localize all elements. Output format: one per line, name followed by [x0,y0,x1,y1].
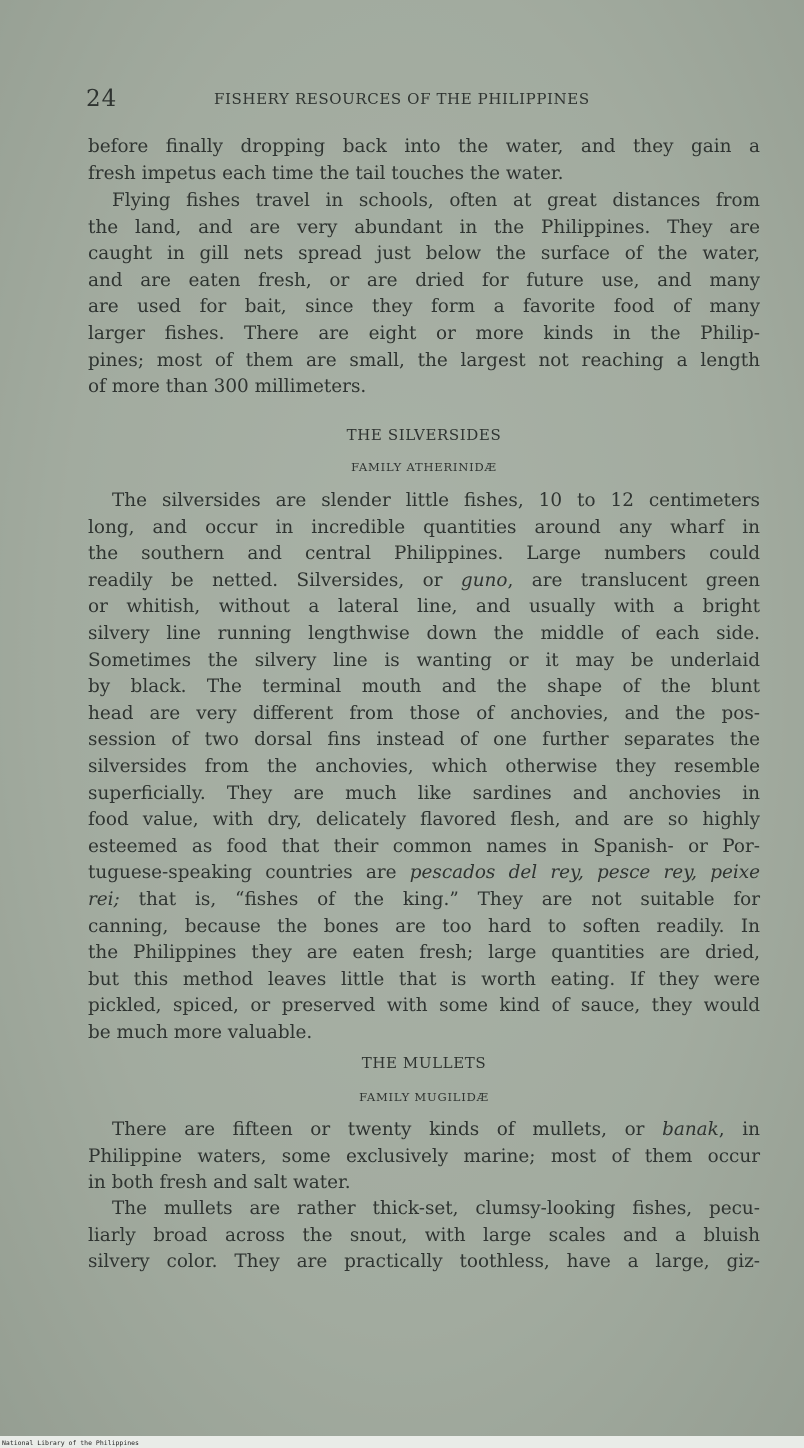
text-line: readily be netted. Silversides, or guno, are translucent green [88,569,760,591]
text-line: silvery line running lengthwise down the middle of each side. [88,622,760,644]
text-line: fresh impetus each time the tail touches the water. [88,162,564,184]
text-line: rei; that is, “fishes of the king.” They are not suitable for [88,888,760,910]
italic-term-guno: guno [460,569,508,591]
text-line: the Philippines they are eaten fresh; large quantities are dried, [88,942,760,964]
section-heading-silversides: THE SILVERSIDES [346,426,502,444]
text-line: silvery color. They are practically toothless, have a large, giz- [88,1251,760,1273]
text-line: the southern and central Philippines. Large numbers could [88,543,760,565]
paragraph-flying-fishes [88,188,760,401]
text-line: There are fifteen or twenty kinds of mullets, or banak, in [112,1119,760,1140]
family-heading-mugilidae: FAMILY MUGILIDÆ [359,1090,489,1104]
italic-term-banak: banak [662,1119,719,1140]
text-line: or whitish, without a lateral line, and usually with a bright [88,596,760,618]
paragraph-silversides [88,488,760,1046]
page-header [86,86,761,116]
text-line: in both fresh and salt water. [88,1172,351,1194]
page-number: 24 [86,86,118,112]
paragraph-mullets-description [88,1196,760,1276]
text-line: caught in gill nets spread just below the surface of the water, [88,243,760,265]
text-line: The silversides are slender little fishes, 10 to 12 centimeters [112,490,760,511]
text-line: are used for bait, since they form a favorite food of many [88,296,760,318]
text-line: liarly broad across the snout, with large scales and a bluish [88,1224,760,1246]
text-line: by black. The terminal mouth and the shape of the blunt [88,676,760,698]
text-line: food value, with dry, delicately flavored flesh, and are so highly [88,809,760,831]
text-line: session of two dorsal fins instead of one further separates the [88,729,760,751]
text-line: long, and occur in incredible quantities around any wharf in [88,516,760,538]
italic-rei: rei; [88,888,120,910]
text-line: before finally dropping back into the water, and they gain a [88,136,760,157]
paragraph-mullets-kinds [88,1117,760,1197]
text-line: Sometimes the silvery line is wanting or it may be underlaid [88,649,760,671]
text-line: be much more valuable. [88,1021,313,1043]
footer-credit: National Library of the Philippines [2,1439,139,1447]
text-line: canning, because the bones are too hard to soften readily. In [88,915,760,937]
text-line: pickled, spiced, or preserved with some kind of sauce, they would [88,995,760,1017]
text-line: silversides from the anchovies, which otherwise they resemble [88,755,760,777]
text-line: head are very different from those of anchovies, and the pos- [88,702,760,724]
paragraph-continuation [88,134,760,187]
running-title: FISHERY RESOURCES OF THE PHILIPPINES [214,90,590,108]
text-line: Philippine waters, some exclusively marine; most of them occur [88,1145,760,1167]
text-line: but this method leaves little that is worth eating. If they were [88,968,760,990]
text-line: superficially. They are much like sardines and anchovies in [88,782,760,804]
italic-names-king: pescados del rey, pesce rey, peixe [409,862,760,884]
family-heading-atherinidae: FAMILY ATHERINIDÆ [351,460,497,474]
text-line: and are eaten fresh, or are dried for future use, and many [88,269,760,291]
text-line: The mullets are rather thick-set, clumsy-looking fishes, pecu- [112,1198,760,1219]
section-heading-mullets: THE MULLETS [361,1054,487,1072]
text-line: tuguese-speaking countries are pescados del rey, pesce rey, peixe [88,862,760,884]
text-line: Flying fishes travel in schools, often at great distances from [112,190,760,211]
text-line: pines; most of them are small, the largest not reaching a length [88,349,760,371]
text-line: of more than 300 millimeters. [88,376,367,398]
text-line: esteemed as food that their common names in Spanish- or Por- [88,835,760,857]
text-line: the land, and are very abundant in the Philippines. They are [88,216,760,238]
text-line: larger fishes. There are eight or more kinds in the Philip- [88,322,760,344]
